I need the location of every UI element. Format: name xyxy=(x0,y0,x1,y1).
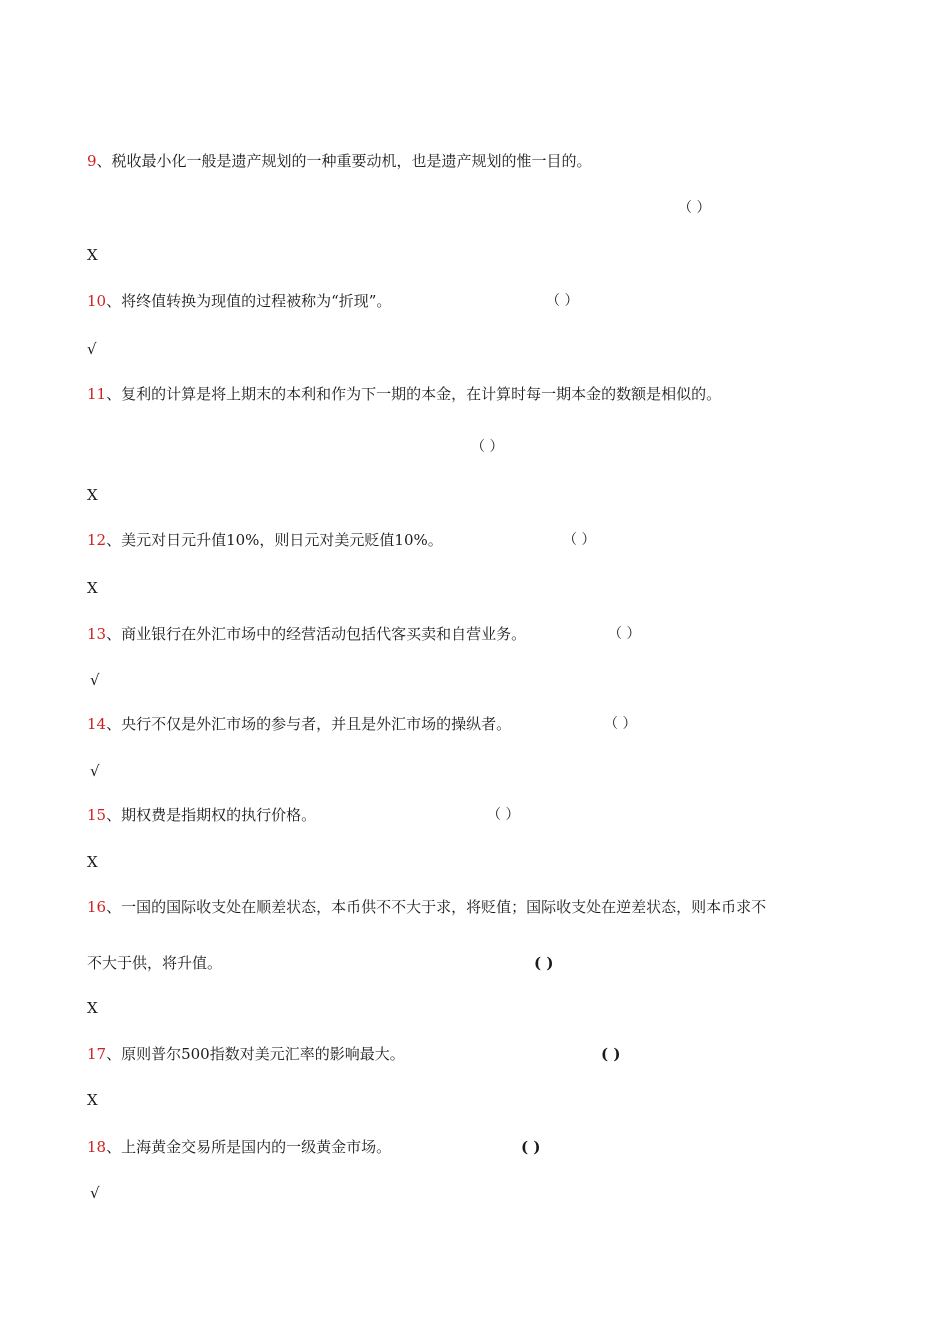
answer-mark: X xyxy=(87,579,98,597)
question-11 xyxy=(87,385,721,403)
question-number: 13 xyxy=(87,625,107,643)
question-text: 、央行不仅是外汇市场的参与者，并且是外汇市场的操纵者。 xyxy=(106,715,512,733)
answer-blank: （ ） xyxy=(563,532,596,548)
answer-blank: （ ） xyxy=(471,439,504,455)
answer-mark: √ xyxy=(90,1184,100,1202)
question-number: 10 xyxy=(87,292,107,310)
answer-mark: √ xyxy=(87,340,97,358)
question-text: 、将终值转换为现值的过程被称为“折现”。 xyxy=(106,292,392,310)
question-number: 9 xyxy=(87,152,97,170)
question-number: 11 xyxy=(87,385,107,403)
answer-mark: √ xyxy=(90,762,100,780)
question-text: 、上海黄金交易所是国内的一级黄金市场。 xyxy=(106,1138,392,1156)
answer-blank: ( ) xyxy=(534,954,554,972)
question-15 xyxy=(87,806,316,824)
answer-blank: ( ) xyxy=(521,1138,541,1156)
question-number: 16 xyxy=(87,898,107,916)
answer-mark: X xyxy=(87,999,98,1017)
answer-blank: （ ） xyxy=(487,807,520,823)
question-text: 、美元对日元升值10%，则日元对美元贬值10%。 xyxy=(106,531,443,549)
question-text: 、商业银行在外汇市场中的经营活动包括代客买卖和自营业务。 xyxy=(106,625,527,643)
question-text: 、原则普尔500指数对美元汇率的影响最大。 xyxy=(106,1045,405,1063)
question-number: 17 xyxy=(87,1045,107,1063)
answer-blank: （ ） xyxy=(546,293,579,309)
answer-mark: X xyxy=(87,853,98,871)
answer-blank: （ ） xyxy=(608,626,641,642)
question-number: 18 xyxy=(87,1138,107,1156)
answer-blank: （ ） xyxy=(604,716,637,732)
question-text: 、税收最小化一般是遗产规划的一种重要动机，也是遗产规划的惟一目的。 xyxy=(96,152,592,170)
answer-mark: X xyxy=(87,1091,98,1109)
question-13 xyxy=(87,625,526,643)
question-12 xyxy=(87,531,443,549)
question-text: 、一国的国际收支处在顺差状态，本币供不不大于求，将贬值；国际收支处在逆差状态，则本币求不 xyxy=(106,898,767,916)
question-text: 、期权费是指期权的执行价格。 xyxy=(106,806,317,824)
answer-mark: √ xyxy=(90,671,100,689)
question-10 xyxy=(87,292,391,310)
question-9 xyxy=(87,152,592,170)
question-16 xyxy=(87,898,766,916)
answer-mark: X xyxy=(87,486,98,504)
answer-mark: X xyxy=(87,246,98,264)
question-text: 、复利的计算是将上期末的本利和作为下一期的本金，在计算时每一期本金的数额是相似的。 xyxy=(106,385,722,403)
question-number: 15 xyxy=(87,806,107,824)
question-number: 14 xyxy=(87,715,107,733)
question-17 xyxy=(87,1045,405,1063)
question-18 xyxy=(87,1138,391,1156)
question-16-continuation: 不大于供，将升值。 xyxy=(87,954,223,972)
question-14 xyxy=(87,715,511,733)
answer-blank: （ ） xyxy=(678,200,711,216)
question-number: 12 xyxy=(87,531,107,549)
answer-blank: ( ) xyxy=(601,1045,621,1063)
